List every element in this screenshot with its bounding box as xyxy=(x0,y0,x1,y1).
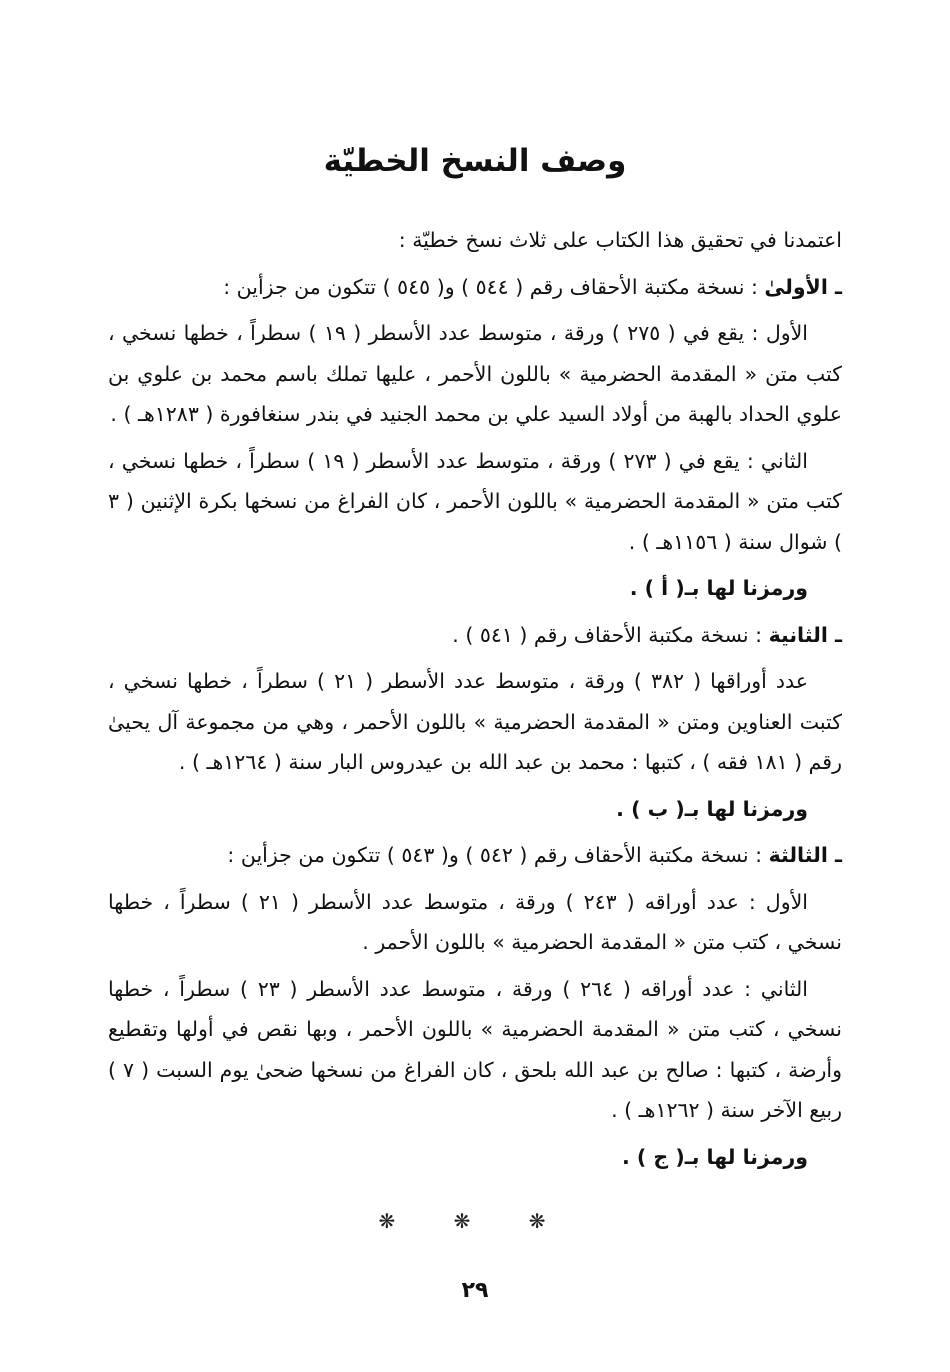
copy-2-symbol: ورمزنا لها بـ( ب ) . xyxy=(616,796,808,821)
copy-3-part-2: الثاني : عدد أوراقه ( ٢٦٤ ) ورقة ، متوسط عدد الأسطر ( ٢٣ ) سطراً ، خطها نسخي ، كتب متن « المقدمة الحضرمية » باللون الأحمر ، وبها نقص في أولها وتقطيع وأرضة ، كتبها : صالح بن عبد الله بلحق ، كان الفراغ من نسخها ضحىٰ يوم السبت ( ٧ ) ربيع الآخر سنة ( ١٢٦٢هـ ) . xyxy=(108,976,842,1122)
copy-2-label: ـ الثانية xyxy=(768,622,842,647)
page-title: وصف النسخ الخطيّة xyxy=(323,143,627,179)
copy-1-label: ـ الأولىٰ xyxy=(764,274,842,299)
copy-2-heading-text: : نسخة مكتبة الأحقاف رقم ( ٥٤١ ) . xyxy=(452,622,769,647)
page-number: ٢٩ xyxy=(461,1278,489,1303)
intro-paragraph: اعتمدنا في تحقيق هذا الكتاب على ثلاث نسخ خطيّة : xyxy=(398,228,842,252)
copy-3-part-1: الأول : عدد أوراقه ( ٢٤٣ ) ورقة ، متوسط عدد الأسطر ( ٢١ ) سطراً ، خطها نسخي ، كتب متن « المقدمة الحضرمية » باللون الأحمر . xyxy=(108,889,842,954)
copy-3-label: ـ الثالثة xyxy=(768,843,842,867)
copy-3-symbol: ورمزنا لها بـ( ج ) . xyxy=(621,1144,808,1169)
copy-2-part-1: عدد أوراقها ( ٣٨٢ ) ورقة ، متوسط عدد الأسطر ( ٢١ ) سطراً ، خطها نسخي ، كتبت العناوين ومتن « المقدمة الحضرمية » باللون الأحمر ، وهي من مجموعة آل يحيىٰ رقم ( ١٨١ فقه ) ، كتبها : محمد بن عبد الله بن عيدروس البار سنة ( ١٢٦٤هـ ) . xyxy=(108,669,842,774)
copy-1-symbol: ورمزنا لها بـ( أ ) . xyxy=(629,576,808,600)
main-content xyxy=(108,220,842,1183)
copy-3-heading xyxy=(108,835,842,876)
copy-1-part-1: الأول : يقع في ( ٢٧٥ ) ورقة ، متوسط عدد الأسطر ( ١٩ ) سطراً ، خطها نسخي ، كتب متن « المقدمة الحضرمية » باللون الأحمر ، عليها تملك باسم محمد بن علوي بن علوي الحداد بالهبة من أولاد السيد علي بن محمد الجنيد في بندر سنغافورة ( ١٢٨٣هـ ) . xyxy=(108,321,842,426)
copy-1-part-2: الثاني : يقع في ( ٢٧٣ ) ورقة ، متوسط عدد الأسطر ( ١٩ ) سطراً ، خطها نسخي ، كتب متن « المقدمة الحضرمية » باللون الأحمر ، كان الفراغ من نسخها بكرة الإثنين ( ٣ ) شوال سنة ( ١١٥٦هـ ) . xyxy=(108,448,842,554)
copy-1-heading xyxy=(108,267,842,308)
copy-3-heading-text: : نسخة مكتبة الأحقاف رقم ( ٥٤٢ ) و( ٥٤٣ ) تتكون من جزأين : xyxy=(227,843,769,867)
copy-2-heading xyxy=(108,615,842,656)
section-separator: ❋ ❋ ❋ xyxy=(378,1209,572,1233)
copy-1-heading-text: : نسخة مكتبة الأحقاف رقم ( ٥٤٤ ) و( ٥٤٥ ) تتكون من جزأين : xyxy=(223,274,765,299)
